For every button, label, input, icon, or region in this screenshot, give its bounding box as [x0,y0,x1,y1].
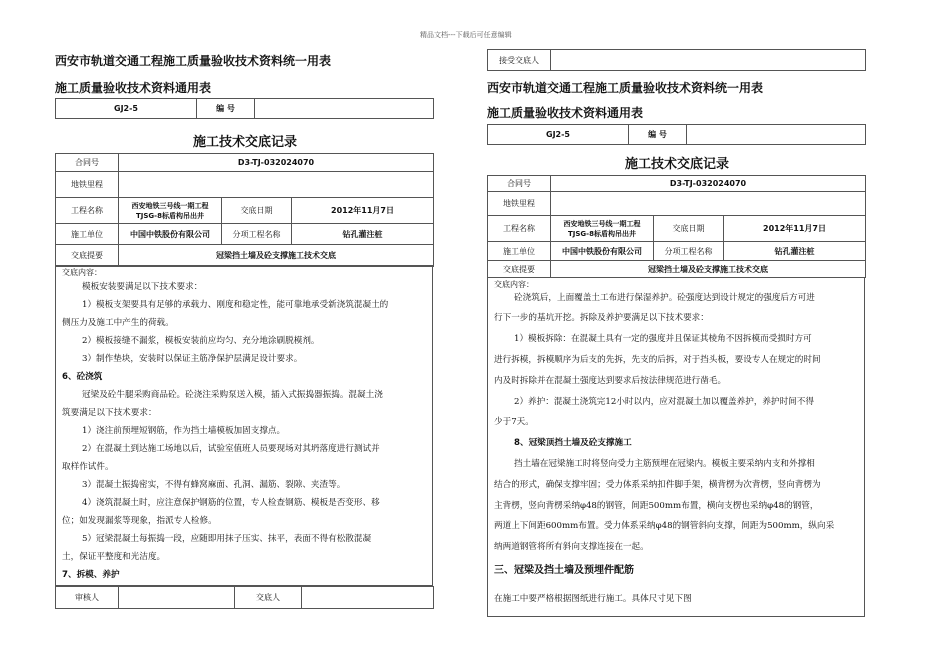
right-sub-value: 钻孔灌注桩 [724,242,866,261]
right-para: 2）养护：混凝土浇筑完12小时以内，应对混凝土加以覆盖养护，养护时间不得 [514,397,814,407]
right-code: GJ2-5 [488,125,629,145]
right-para: 1）模板拆除：在混凝土具有一定的强度并且保证其棱角不因拆模而受损时方可 [514,334,812,344]
left-sub-value: 钻孔灌注桩 [292,224,434,245]
watermark: 精品文档---下载后可任意编辑 [420,31,512,39]
left-header-2: 施工质量验收技术资料通用表 [55,81,212,95]
left-para: 侧压力及施工中产生的荷载。 [62,318,174,328]
left-para: 4）浇筑混凝土时，应注意保护钢筋的位置，专人检查钢筋、模板是否变形、移 [82,498,380,508]
right-receiver-value[interactable] [551,50,866,71]
right-contract-value: D3-TJ-032024070 [551,176,866,192]
right-content-label: 交底内容： [494,280,534,289]
right-header-1: 西安市轨道交通工程施工质量验收技术资料统一用表 [487,81,764,95]
left-code-label: 编 号 [197,99,255,119]
right-para: 纳两道钢管将所有斜向支撑连接在一起。 [494,542,649,552]
right-date-label: 交底日期 [654,216,724,242]
right-para: 两道上下间距600mm布置。受力体系采纳φ48的钢管斜向支撑，间距为500mm，纵向采 [494,521,835,531]
left-date-label: 交底日期 [222,198,292,224]
left-contract-label: 合同号 [56,154,119,172]
left-content-box [55,265,433,586]
left-presenter-label: 交底人 [235,587,302,609]
right-code-value[interactable] [687,125,866,145]
left-para: 筑要满足以下技术要求： [62,408,157,418]
left-para: 1）浇注前预埋短钢筋，作为挡土墙模板加固支撑点。 [82,426,286,436]
right-form-title: 施工技术交底记录 [625,157,730,172]
left-para: 取样作试件。 [62,462,114,472]
right-summary-value: 冠梁挡土墙及砼支撑施工技术交底 [551,261,866,278]
left-code-value[interactable] [255,99,434,119]
left-para: 冠梁及砼牛腿采购商品砼。砼浇注采购泵送入模，插入式振捣器振捣。混凝土浇 [82,390,383,400]
left-section-heading: 7、拆模、养护 [62,570,120,580]
right-section-3-heading: 三、冠梁及挡土墙及预埋件配筋 [494,565,634,576]
right-para: 砼浇筑后，上面覆盖土工布进行保湿养护。砼强度达到设计规定的强度后方可进 [514,293,815,303]
right-para: 挡土墙在冠梁施工时将竖向受力主筋预埋在冠梁内。模板主要采纳内支和外撑相 [514,459,815,469]
right-date-value: 2012年11月7日 [724,216,866,242]
left-para: 模板安装要满足以下技术要求： [82,282,203,292]
left-para: 2）模板接缝不漏浆，模板安装前应均匀、充分地涂刷脱模剂。 [82,336,320,346]
left-reviewer-label: 审核人 [56,587,119,609]
right-project-label: 工程名称 [488,216,551,242]
left-presenter-value[interactable] [302,587,434,609]
left-content-label: 交底内容： [62,268,102,277]
right-summary-label: 交底提要 [488,261,551,278]
right-mileage-label: 地铁里程 [488,192,551,216]
left-para: 3）制作垫块，安装时以保证主筋净保护层满足设计要求。 [82,354,303,364]
right-para: 进行拆模，拆模顺序为后支的先拆，先支的后拆，对于挡头板，要设专人在规定的时间 [494,355,821,365]
right-header-2: 施工质量验收技术资料通用表 [487,106,644,120]
right-sub-label: 分项工程名称 [654,242,724,261]
left-date-value: 2012年11月7日 [292,198,434,224]
left-project-label: 工程名称 [56,198,119,224]
left-para: 3）混凝土振捣密实，不得有蜂窝麻面、孔洞、漏筋、裂隙、夹渣等。 [82,480,346,490]
left-para: 土，保证平整度和光洁度。 [62,552,166,562]
left-header-1: 西安市轨道交通工程施工质量验收技术资料统一用表 [55,54,332,68]
right-receiver-table [487,49,866,71]
right-code-label: 编 号 [629,125,687,145]
right-para: 结合的形式，确保支撑牢固；受力体系采纳扣件脚手架，横背楞为次背楞，竖向背楞为 [494,480,821,490]
right-content-box [487,277,865,617]
left-summary-value: 冠梁挡土墙及砼支撑施工技术交底 [119,245,434,267]
left-para: 1）模板支架要具有足够的承载力、刚度和稳定性，能可靠地承受新浇筑混凝土的 [82,300,389,310]
right-contract-label: 合同号 [488,176,551,192]
left-mileage-label: 地铁里程 [56,172,119,198]
left-mileage-value[interactable] [119,172,434,198]
left-unit-label: 施工单位 [56,224,119,245]
left-code-table [55,98,434,119]
right-unit-label: 施工单位 [488,242,551,261]
right-project-value: 西安地铁三号线一期工程 TJSG-8标盾构吊出井 [551,216,654,242]
right-code-table [487,124,866,145]
left-summary-label: 交底提要 [56,245,119,267]
left-reviewer-value[interactable] [119,587,235,609]
left-para: 5）冠梁混凝土每振捣一段，应随即用抹子压实、抹平，表面不得有松散混凝 [82,534,372,544]
right-info-table [487,175,866,278]
right-para: 内及时拆除并在混凝土强度达到要求后按法律规范进行凿毛。 [494,376,727,386]
right-receiver-label: 接受交底人 [488,50,551,71]
left-contract-value: D3-TJ-032024070 [119,154,434,172]
right-final-text: 在施工中要严格根据图纸进行施工。具体尺寸见下图 [494,594,692,604]
left-signature-table [55,586,434,609]
left-section-heading: 6、砼浇筑 [62,372,103,382]
left-sub-label: 分项工程名称 [222,224,292,245]
right-unit-value: 中国中铁股份有限公司 [551,242,654,261]
left-code: GJ2-5 [56,99,197,119]
right-para: 行下一步的基坑开挖。拆除及养护要满足以下技术要求： [494,313,709,323]
left-info-table [55,153,434,267]
right-mileage-value[interactable] [551,192,866,216]
left-project-value: 西安地铁三号线一期工程 TJSG-8标盾构吊出井 [119,198,222,224]
left-para: 2）在混凝土到达施工场地以后，试验室值班人员要现场对其坍落度进行测试并 [82,444,380,454]
right-section-heading: 8、冠梁顶挡土墙及砼支撑施工 [514,438,632,448]
left-unit-value: 中国中铁股份有限公司 [119,224,222,245]
right-para: 主背楞，竖向背楞采纳φ48的钢管，间距500mm布置，横向支楞也采纳φ48的钢管， [494,501,819,511]
left-form-title: 施工技术交底记录 [193,135,298,150]
right-para: 少于7天。 [494,417,534,427]
left-para: 位；如发现漏浆等现象，指派专人检修。 [62,516,217,526]
